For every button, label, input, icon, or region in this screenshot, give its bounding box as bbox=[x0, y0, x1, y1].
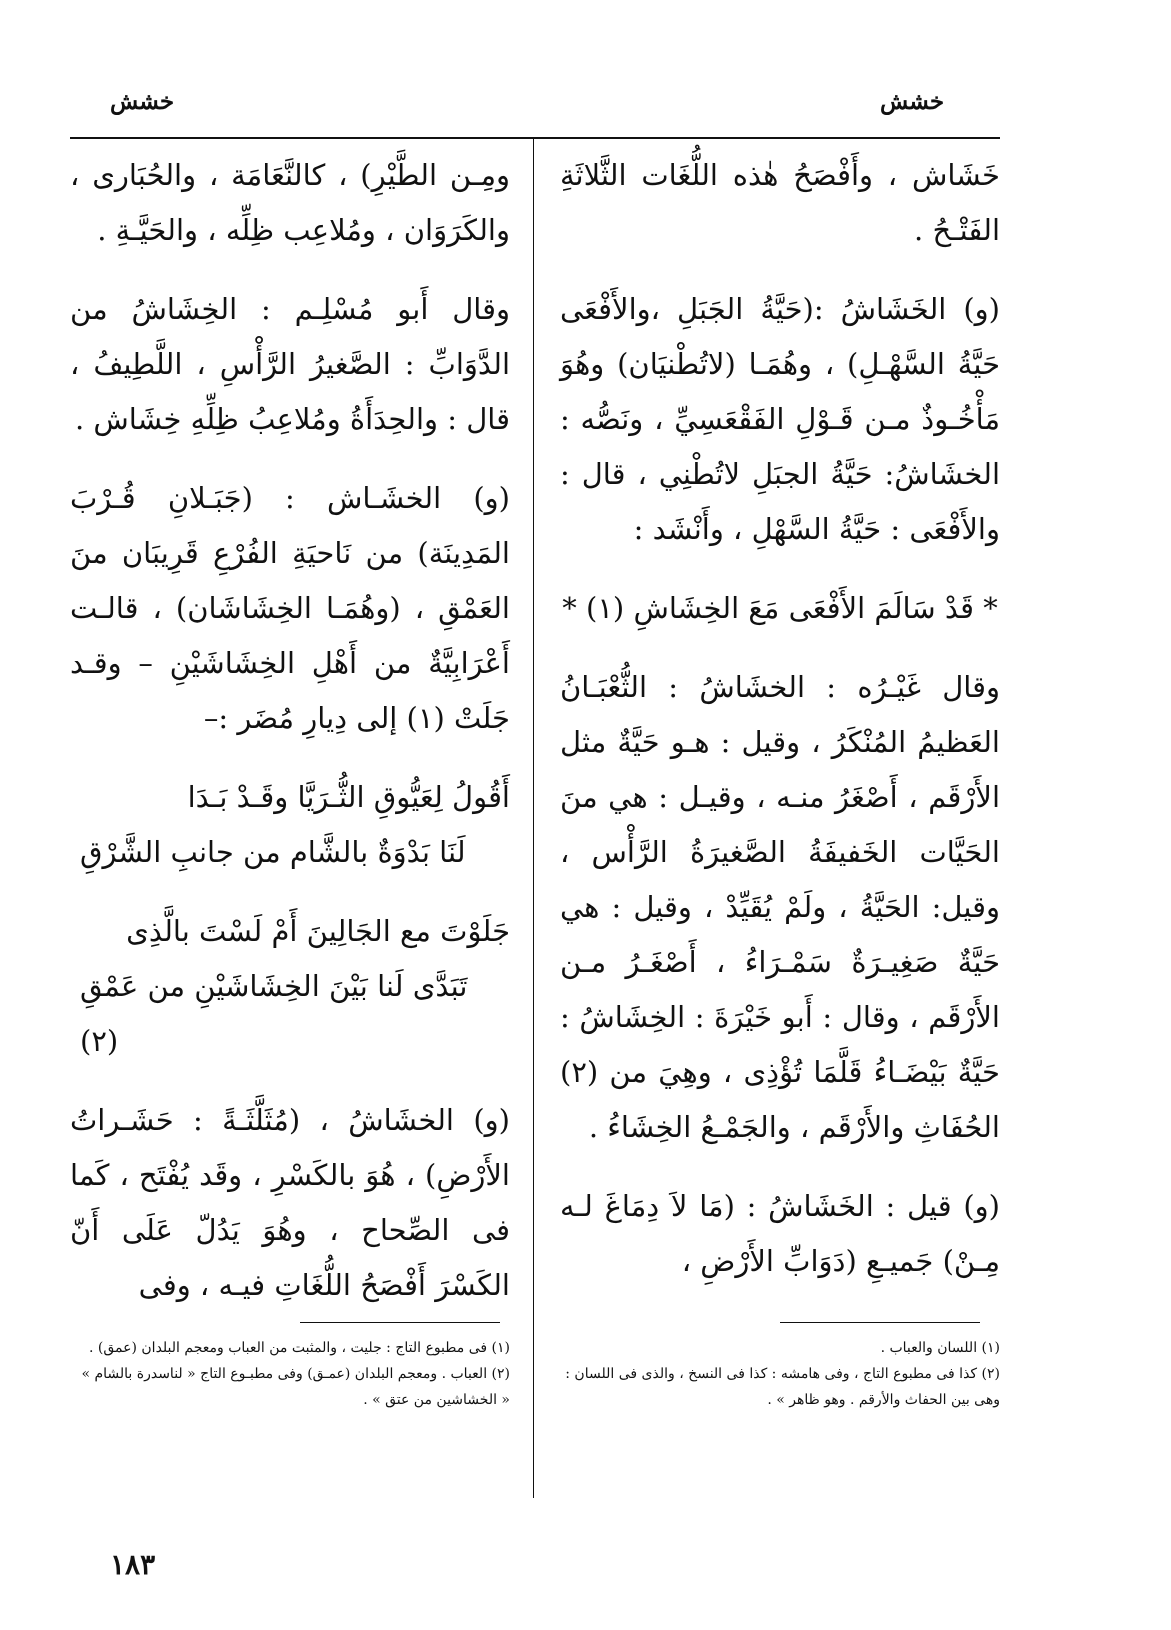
footnote: (١) اللسان والعباب . bbox=[880, 1340, 1000, 1356]
verse-first-hemistich: أَقُولُ لِعَيُّوقِ الثُّـرَيَّا وقَـدْ بَـدَا bbox=[187, 780, 510, 814]
paragraph: وقال غَيْـرُه : الخشَاشُ : الثُّعْبَـانُ العَظيمُ المُنْكَرُ ، وقيل : هـو حَيَّةٌ مثل الأَرْقَم ، أَصْغَرُ منـه ، وقيـل : هي منَ الحَيَّات الخَفيفَةُ الصَّغيرَةُ الرَّأْس ، وقيل: الحَيَّةُ ، ولَمْ يُقَيِّدْ ، وقيل : هي حَيَّةٌ صَغِيـرَةٌ سَمْـرَاءُ ، أَصْغَـرُ مـن الأَرْقَم ، وقال : أَبو خَيْرَةَ : الخِشَاشُ : حَيَّةٌ بَيْضَـاءُ قَلَّمَا تُؤْذِى ، وهِيَ من (٢) الحُفَاثِ والأَرْقَم ، والجَمْـعُ الخِشَاءُ . bbox=[560, 670, 1000, 1144]
footnote: (٢) العباب . ومعجم البلدان (عمـق) وفى مطبـوع التاج « لناسدرة بالشام » « الخشاشين من عتق » . bbox=[81, 1366, 510, 1408]
running-header-right: خشش bbox=[880, 88, 945, 115]
footnote-rule-right bbox=[780, 1322, 980, 1323]
verse-second-hemistich: لَنَا بَدْوَةٌ بالشَّام من جانبِ الشَّرْقِ bbox=[80, 835, 466, 869]
running-header-left: خشش bbox=[110, 88, 175, 115]
footnote-rule-left bbox=[300, 1322, 500, 1323]
left-column bbox=[70, 148, 510, 1313]
poem-verse bbox=[70, 904, 510, 1069]
poem-verse bbox=[70, 770, 510, 880]
verse-second-hemistich: تَبَدَّى لَنا بَيْنَ الخِشَاشَيْنِ من عَمْقِ (٢) bbox=[80, 969, 468, 1058]
header-rule bbox=[70, 137, 1000, 139]
footnotes-left bbox=[70, 1335, 510, 1413]
column-divider bbox=[533, 138, 534, 1498]
paragraph: (و) الخشَـاش : (جَبَـلانِ قُـرْبَ المَدِينَة) من نَاحيَةِ الفُرْعِ قَرِيبَان منَ العَمْقِ ، (وهُمَـا الخِشَاشَان) ، قالـت أَعْرَابِيَّةٌ من أَهْلِ الخِشَاشَيْنِ – وقـد جَلَتْ (١) إلى دِيارِ مُضَر :– bbox=[70, 481, 510, 735]
paragraph: ومِـن الطَّيْرِ) ، كالنَّعَامَة ، والحُبَارى ، والكَرَوَان ، ومُلاعِب ظِلِّه ، والحَيَّـةِ . bbox=[70, 158, 510, 247]
paragraph: خَشَاش ، وأَفْصَحُ هٰذه اللُّغَات الثَّلاثَةِ الفَتْـحُ . bbox=[560, 158, 1000, 247]
verse-first-hemistich: جَلَوْتَ مع الجَالِينَ أَمْ لَسْتَ بالَّذِى bbox=[126, 914, 510, 948]
footnote: (١) فى مطبوع التاج : جليت ، والمثبت من العباب ومعجم البلدان (عمق) . bbox=[89, 1340, 510, 1356]
page-number: ١٨٣ bbox=[110, 1548, 156, 1581]
verse-line: * قَدْ سَالَمَ الأَفْعَى مَعَ الخِشَاشِ (١) * bbox=[562, 591, 998, 625]
paragraph: وقال أَبو مُسْلِـم : الخِشَاشُ من الدَّوَابِّ : الصَّغيرُ الرَّأْسِ ، اللَّطِيفُ ، قال : والحِدَأَةُ ومُلاعِبُ ظِلِّهِ خِشَاش . bbox=[70, 292, 510, 436]
paragraph: (و) الخشَاشُ ، (مُثَلَّثَـةً : حَشَـراتُ الأَرْضِ) ، هُوَ بالكَسْرِ ، وقَد يُفْتَح ، كَما فى الصِّحاح ، وهُوَ يَدُلّ عَلَى أَنّ الكَسْرَ أَفْصَحُ اللُّغَاتِ فيـه ، وفى bbox=[70, 1103, 510, 1302]
footnote: (٢) كذا فى مطبوع التاج ، وفى هامشه : كذا فى النسخ ، والذى فى اللسان : وهى بين الحفاث والأرقم . وهو ظاهر » . bbox=[565, 1366, 1000, 1408]
paragraph: (و) الخَشَاشُ :(حَيَّةُ الجَبَلِ ،والأَفْعَى حَيَّةُ السَّهْـلِ) ، وهُمَـا (لاتُطْنيَان) وهُوَ مَأْخُـوذٌ مـن قَـوْلِ الفَقْعَسِيِّ ، ونَصُّه : الخشَاشُ: حَيَّةُ الجبَلِ لاتُطْنِي ، قال : والأَفْعَى : حَيَّةُ السَّهْلِ ، وأَنْشَد : bbox=[560, 292, 1000, 546]
footnotes-right bbox=[560, 1335, 1000, 1413]
right-column bbox=[560, 148, 1000, 1289]
paragraph: (و) قيل : الخَشَاشُ : (مَا لاَ دِمَاغَ لـه مِـنْ) جَميـعِ (دَوَابِّ الأَرْضِ ، bbox=[560, 1189, 1000, 1278]
